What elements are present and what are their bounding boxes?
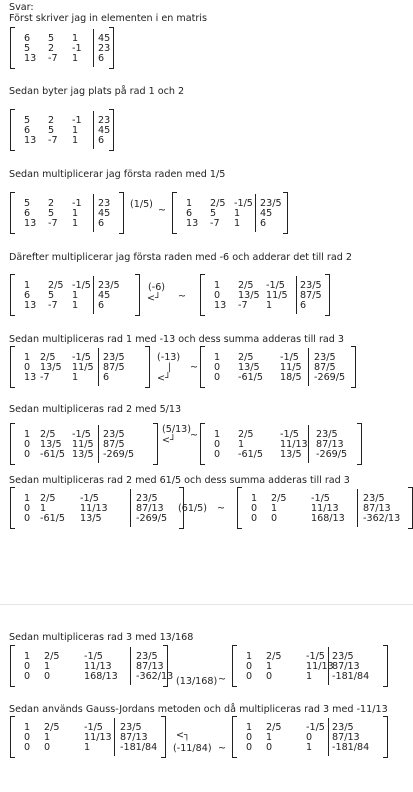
matrix-cell: 6 [98,300,105,311]
op-mult-9: (-11/84) [173,743,212,754]
matrix-cell: -181/84 [332,671,370,682]
matrix-cell: 1 [72,135,79,146]
matrix-cell: -181/84 [332,742,370,753]
matrix-cell: 2/5 [40,352,56,363]
matrix-4b [200,274,330,316]
op-mult-7: (61/5) [178,503,208,514]
matrix-cell: 87/5 [314,362,336,373]
augment-bar [255,194,256,232]
augment-bar [296,276,297,314]
augment-bar [357,489,358,527]
matrix-cell: 1 [24,493,31,504]
matrix-bracket-right [161,716,166,758]
matrix-cell: 5 [24,198,31,209]
matrix-cell: 87/5 [103,439,125,450]
matrix-cell: -1 [72,198,82,209]
matrix-cell: 13/5 [40,362,62,373]
matrix-cell: 6 [24,125,31,136]
matrix-cell: 2/5 [210,198,226,209]
op-tilde-9: ~ [218,743,227,754]
matrix-cell: 0 [214,449,221,460]
matrix-cell: 6 [260,218,267,229]
matrix-cell: 2 [48,43,55,54]
matrix-cell: 13 [24,135,37,146]
matrix-cell: -61/5 [40,449,66,460]
matrix-cell: 168/13 [84,671,118,682]
matrix-cell: 1 [72,208,79,219]
matrix-cell: 1 [246,722,253,733]
augment-bar [93,194,94,232]
matrix-cell: -1/5 [311,493,330,504]
matrix-cell: 1 [246,651,253,662]
matrix-7a [10,487,184,529]
matrix-cell: 11/13 [84,661,112,672]
op-tilde-8: ~ [218,674,227,685]
matrix-cell: 45 [98,33,111,44]
matrix-cell: 1 [72,218,79,229]
matrix-cell: -7 [210,218,220,229]
matrix-cell: 6 [103,372,110,383]
augment-bar [98,348,99,386]
augment-bar [308,425,309,463]
answer-label: Svar: [9,2,34,13]
augment-bar [130,489,131,527]
matrix-cell: 1 [234,208,241,219]
matrix-cell: -1/5 [306,651,325,662]
matrix-cell: 2/5 [238,429,254,440]
matrix-2 [10,109,114,151]
matrix-cell: 1 [266,661,273,672]
op-mult-5: (-13) [157,352,181,363]
matrix-cell: 1 [72,372,79,383]
step-text-7: Sedan multipliceras rad 2 med 61/5 och dess summa adderas till rad 3 [9,475,350,486]
matrix-5a [10,346,150,388]
matrix-cell: 2 [48,198,55,209]
matrix-cell: 23 [98,198,111,209]
matrix-cell: 5 [24,115,31,126]
matrix-bracket-right [153,423,158,465]
matrix-cell: 0 [214,290,221,301]
matrix-cell: 0 [24,742,31,753]
matrix-cell: 87/13 [332,661,360,672]
matrix-cell: -1/5 [84,722,103,733]
matrix-cell: 1 [306,671,313,682]
matrix-cell: 1 [44,732,51,743]
matrix-cell: -1 [72,43,82,54]
matrix-cell: 45 [98,290,111,301]
matrix-cell: 87/5 [103,362,125,373]
matrix-cell: 23/5 [136,493,158,504]
step-text-8: Sedan multipliceras rad 3 med 13/168 [9,632,194,643]
matrix-cell: -1/5 [306,722,325,733]
matrix-cell: 0 [24,449,31,460]
matrix-cell: 1 [234,218,241,229]
matrix-bracket-left [200,423,205,465]
matrix-bracket-right [135,274,140,316]
matrix-cell: 11/5 [72,362,94,373]
matrix-cell: 2/5 [266,651,282,662]
matrix-cell: 87/13 [120,732,148,743]
matrix-cell: -362/13 [136,671,174,682]
matrix-cell: 0 [214,439,221,450]
matrix-bracket-right [351,346,356,388]
matrix-bracket-left [10,487,15,529]
matrix-cell: -1/5 [84,651,103,662]
matrix-cell: 0 [24,671,31,682]
matrix-bracket-left [10,192,15,234]
matrix-bracket-left [10,27,15,69]
matrix-6a [10,423,158,465]
op-mult-3: (1/5) [130,199,153,210]
matrix-cell: 0 [214,362,221,373]
matrix-8b [232,645,388,687]
matrix-cell: 1 [266,732,273,743]
matrix-cell: 0 [24,513,31,524]
matrix-cell: 0 [24,661,31,672]
matrix-cell: 6 [186,208,193,219]
matrix-cell: 1 [24,722,31,733]
matrix-cell: -7 [40,372,50,383]
matrix-cell: 13/5 [238,362,260,373]
matrix-cell: 5 [48,290,55,301]
matrix-cell: -1 [72,115,82,126]
matrix-cell: 2/5 [238,280,254,291]
matrix-9b [232,716,388,758]
matrix-cell: 45 [260,208,273,219]
matrix-cell: 23/5 [103,352,125,363]
matrix-bracket-left [232,716,237,758]
section-divider [0,604,413,605]
matrix-cell: 1 [214,352,221,363]
augment-bar [328,718,329,756]
matrix-cell: 0 [24,439,31,450]
op-tilde-5: ~ [190,362,199,373]
matrix-3b [172,192,288,234]
matrix-cell: 23/5 [103,429,125,440]
matrix-cell: 0 [44,742,51,753]
matrix-cell: 23/5 [332,722,354,733]
matrix-bracket-left [200,274,205,316]
matrix-cell: 5 [24,43,31,54]
matrix-bracket-right [357,423,362,465]
matrix-cell: 11/13 [80,503,108,514]
matrix-cell: -1/5 [280,429,299,440]
matrix-bracket-right [119,192,124,234]
step-text-1: Först skriver jag in elementen i en matris [9,13,207,24]
matrix-cell: 1 [84,742,91,753]
matrix-cell: 87/13 [316,439,344,450]
matrix-cell: 13/5 [280,449,302,460]
matrix-cell: -269/5 [316,449,348,460]
matrix-cell: 5 [48,125,55,136]
matrix-cell: -181/84 [120,742,158,753]
matrix-cell: 1 [238,439,245,450]
matrix-cell: 11/13 [84,732,112,743]
matrix-cell: 0 [24,503,31,514]
matrix-cell: 13 [186,218,199,229]
step-text-4: Därefter multiplicerar jag första raden med -6 och adderar det till rad 2 [9,252,352,263]
matrix-cell: 1 [266,300,273,311]
matrix-cell: 5 [48,208,55,219]
op-arrow-9: <┐ [176,730,190,741]
matrix-3a [10,192,124,234]
matrix-cell: -61/5 [40,513,66,524]
matrix-cell: -1/5 [266,280,285,291]
matrix-7b [237,487,413,529]
matrix-bracket-left [200,346,205,388]
matrix-cell: 1 [214,429,221,440]
matrix-5b [200,346,356,388]
matrix-cell: 13/5 [40,439,62,450]
matrix-cell: -1/5 [72,280,91,291]
matrix-cell: 87/13 [136,503,164,514]
matrix-bracket-right [283,192,288,234]
matrix-cell: 13 [24,218,37,229]
augment-bar [308,348,309,386]
matrix-cell: -61/5 [238,372,264,383]
matrix-cell: 2/5 [266,722,282,733]
augment-bar [130,647,131,685]
matrix-cell: -1/5 [280,352,299,363]
matrix-cell: 2/5 [40,493,56,504]
matrix-cell: 87/5 [300,290,322,301]
step-text-3: Sedan multiplicerar jag första raden med 1/5 [9,169,226,180]
step-text-2: Sedan byter jag plats på rad 1 och 2 [9,86,185,97]
matrix-bracket-left [10,645,15,687]
matrix-cell: 11/13 [280,439,308,450]
augment-bar [114,718,115,756]
matrix-cell: 23/5 [98,280,120,291]
augment-bar [93,111,94,149]
matrix-bracket-left [10,423,15,465]
matrix-cell: 1 [24,280,31,291]
matrix-cell: 0 [306,732,313,743]
matrix-cell: 0 [24,732,31,743]
matrix-cell: 0 [24,362,31,373]
matrix-cell: -269/5 [314,372,346,383]
matrix-9a [10,716,166,758]
matrix-cell: 168/13 [311,513,345,524]
matrix-cell: 0 [251,513,258,524]
matrix-cell: 6 [24,208,31,219]
matrix-cell: 6 [98,135,105,146]
matrix-cell: 23/5 [120,722,142,733]
matrix-bracket-right [383,716,388,758]
matrix-cell: 87/13 [332,732,360,743]
matrix-cell: 5 [48,33,55,44]
step-text-5: Sedan multipliceras rad 1 med -13 och dess summa adderas till rad 3 [9,334,345,345]
op-tilde-6: ~ [190,430,199,441]
augment-bar [93,29,94,67]
matrix-cell: 11/13 [311,503,339,514]
matrix-cell: 11/5 [72,439,94,450]
matrix-bracket-left [10,109,15,151]
matrix-cell: 2/5 [238,352,254,363]
matrix-bracket-left [237,487,242,529]
matrix-cell: 1 [72,53,79,64]
matrix-cell: 1 [72,290,79,301]
matrix-cell: 0 [271,513,278,524]
matrix-cell: -7 [48,218,58,229]
matrix-cell: 23/5 [136,651,158,662]
matrix-cell: 2/5 [48,280,64,291]
matrix-cell: 13 [24,300,37,311]
matrix-cell: 13/5 [80,513,102,524]
matrix-cell: 23/5 [300,280,322,291]
op-tilde-4: ~ [178,291,187,302]
op-arrow-4: <┘ [147,293,161,304]
matrix-cell: 13 [214,300,227,311]
op-tilde-3: ~ [158,205,167,216]
matrix-cell: 23 [98,115,111,126]
matrix-cell: 0 [246,671,253,682]
matrix-cell: 11/5 [266,290,288,301]
matrix-cell: 45 [98,208,111,219]
matrix-cell: 2/5 [271,493,287,504]
matrix-cell: 1 [44,661,51,672]
matrix-cell: 45 [98,125,111,136]
matrix-1 [10,27,114,69]
op-tilde-7: ~ [217,503,226,514]
matrix-cell: 0 [246,742,253,753]
matrix-cell: 23/5 [316,429,338,440]
matrix-cell: -7 [48,135,58,146]
matrix-cell: -1/5 [234,198,253,209]
matrix-cell: 0 [44,671,51,682]
matrix-4a [10,274,140,316]
matrix-cell: 1 [40,503,47,514]
matrix-cell: 23/5 [363,493,385,504]
matrix-cell: 5 [210,208,217,219]
matrix-cell: 23/5 [260,198,282,209]
augment-bar [98,425,99,463]
matrix-cell: 13 [24,372,37,383]
op-pipe-5: | [168,362,172,373]
matrix-cell: 1 [271,503,278,514]
matrix-cell: -7 [48,53,58,64]
matrix-cell: 23 [98,43,111,54]
matrix-cell: -61/5 [238,449,264,460]
matrix-cell: 13 [24,53,37,64]
matrix-cell: -1/5 [72,352,91,363]
op-arrow-6: <┘ [162,435,176,446]
op-mult-6: (5/13) [162,424,192,435]
matrix-cell: -269/5 [103,449,135,460]
matrix-cell: 1 [251,493,258,504]
matrix-cell: -7 [48,300,58,311]
matrix-bracket-left [10,274,15,316]
matrix-cell: 2/5 [40,429,56,440]
matrix-cell: 87/13 [136,661,164,672]
matrix-cell: 1 [214,280,221,291]
matrix-cell: 0 [214,372,221,383]
matrix-cell: -269/5 [136,513,168,524]
matrix-cell: 1 [72,300,79,311]
matrix-cell: 2 [48,115,55,126]
matrix-cell: 1 [72,33,79,44]
step-text-9: Sedan används Gauss-Jordans metoden och då multipliceras rad 3 med -11/13 [9,704,388,715]
matrix-cell: 0 [266,671,273,682]
matrix-cell: 0 [266,742,273,753]
matrix-cell: 23/5 [314,352,336,363]
matrix-cell: 11/5 [280,362,302,373]
matrix-6b [200,423,362,465]
matrix-cell: 1 [186,198,193,209]
matrix-cell: -1/5 [80,493,99,504]
matrix-cell: -362/13 [363,513,401,524]
matrix-bracket-left [10,716,15,758]
matrix-cell: 0 [246,661,253,672]
matrix-cell: -7 [238,300,248,311]
matrix-cell: 18/5 [280,372,302,383]
matrix-cell: 6 [98,218,105,229]
matrix-bracket-right [383,645,388,687]
matrix-cell: 2/5 [44,651,60,662]
matrix-bracket-left [232,645,237,687]
matrix-cell: 0 [251,503,258,514]
matrix-cell: 1 [24,429,31,440]
matrix-cell: -1/5 [72,429,91,440]
matrix-bracket-right [408,487,413,529]
matrix-8a [10,645,174,687]
step-text-6: Sedan multipliceras rad 2 med 5/13 [9,404,182,415]
augment-bar [93,276,94,314]
matrix-bracket-left [10,346,15,388]
matrix-cell: 1 [72,125,79,136]
matrix-cell: 2/5 [44,722,60,733]
matrix-bracket-right [145,346,150,388]
matrix-cell: 6 [300,300,307,311]
matrix-cell: 13/5 [238,290,260,301]
matrix-cell: 1 [24,651,31,662]
matrix-cell: 0 [246,732,253,743]
matrix-bracket-left [172,192,177,234]
matrix-cell: 6 [24,290,31,301]
matrix-cell: 1 [306,742,313,753]
matrix-bracket-right [325,274,330,316]
op-arrow-5: <┘ [157,373,171,384]
matrix-cell: 6 [24,33,31,44]
matrix-cell: 13/5 [72,449,94,460]
matrix-cell: 1 [24,352,31,363]
matrix-cell: 87/13 [363,503,391,514]
matrix-cell: 23/5 [332,651,354,662]
op-mult-4: (-6) [148,282,166,293]
matrix-cell: 6 [98,53,105,64]
op-mult-8: (13/168) [176,676,218,687]
matrix-cell: 11/13 [306,661,334,672]
